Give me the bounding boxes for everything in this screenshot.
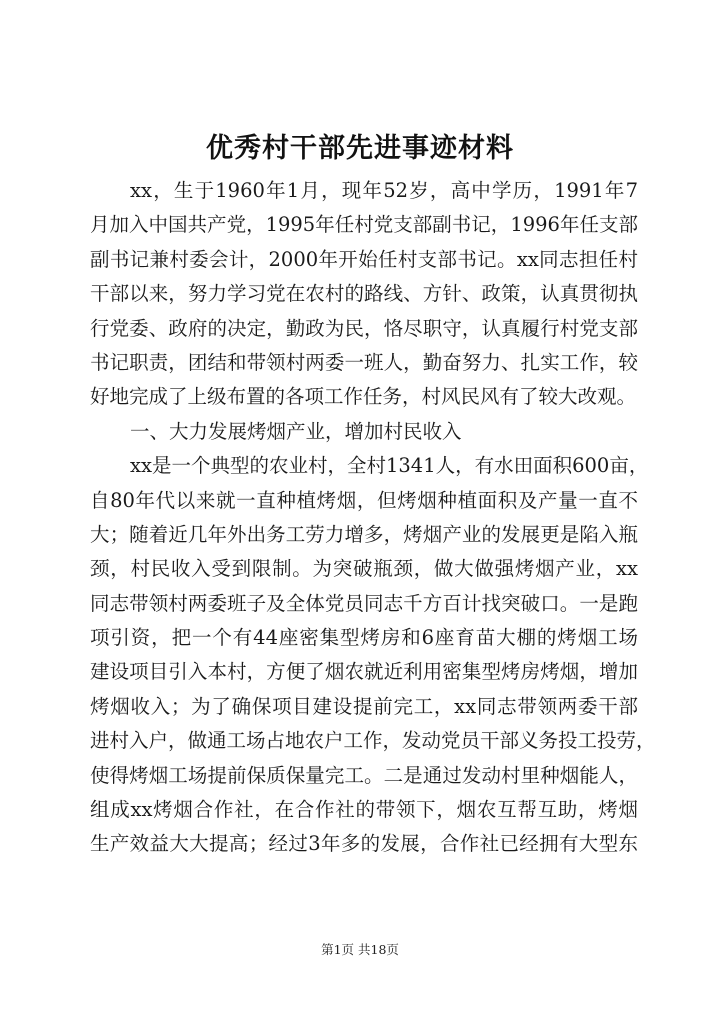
- body-line: 使得烤烟工场提前保质保量完工。二是通过发动村里种烟能人，: [90, 763, 638, 787]
- body-line: 副书记兼村委会计，2000年开始任村支部书记。xx同志担任村: [90, 247, 638, 271]
- body-line: 大；随着近几年外出务工劳力增多，烤烟产业的发展更是陷入瓶: [90, 522, 638, 546]
- body-line: 干部以来，努力学习党在农村的路线、方针、政策，认真贯彻执: [90, 282, 638, 306]
- body-line: xx是一个典型的农业村，全村1341人，有水田面积600亩，: [130, 454, 649, 478]
- body-line: 建设项目引入本村，方便了烟农就近利用密集型烤房烤烟，增加: [90, 660, 638, 684]
- document-title: 优秀村干部先进事迹材料: [206, 133, 514, 164]
- body-line: xx，生于1960年1月，现年52岁，高中学历，1991年7: [130, 179, 638, 202]
- body-line: 书记职责，团结和带领村两委一班人，勤奋努力、扎实工作，较: [90, 350, 638, 374]
- body-line: 同志带领村两委班子及全体党员同志千方百计找突破口。一是跑: [90, 591, 638, 615]
- document-body: [90, 174, 656, 862]
- body-line: 颈，村民收入受到限制。为突破瓶颈，做大做强烤烟产业，xx: [90, 557, 638, 581]
- body-line: 好地完成了上级布置的各项工作任务，村风民风有了较大改观。: [90, 385, 637, 409]
- page-number-footer: 第1页 共18页: [321, 942, 399, 957]
- body-line: 项引资，把一个有44座密集型烤房和6座育苗大棚的烤烟工场: [90, 626, 638, 650]
- body-line: 进村入户，做通工场占地农户工作，发动党员干部义务投工投劳，: [90, 729, 656, 753]
- body-line: 组成xx烤烟合作社，在合作社的带领下，烟农互帮互助，烤烟: [90, 798, 638, 822]
- body-line: 月加入中国共产党，1995年任村党支部副书记，1996年任支部: [90, 213, 638, 237]
- section-heading: 一、大力发展烤烟产业，增加村民收入: [130, 419, 462, 443]
- body-line: 烤烟收入；为了确保项目建设提前完工，xx同志带领两委干部: [90, 694, 638, 718]
- body-line: 自80年代以来就一直种植烤烟，但烤烟种植面积及产量一直不: [90, 488, 638, 512]
- body-line: 生产效益大大提高；经过3年多的发展，合作社已经拥有大型东: [90, 832, 638, 856]
- body-line: 行党委、政府的决定，勤政为民，恪尽职守，认真履行村党支部: [90, 316, 638, 340]
